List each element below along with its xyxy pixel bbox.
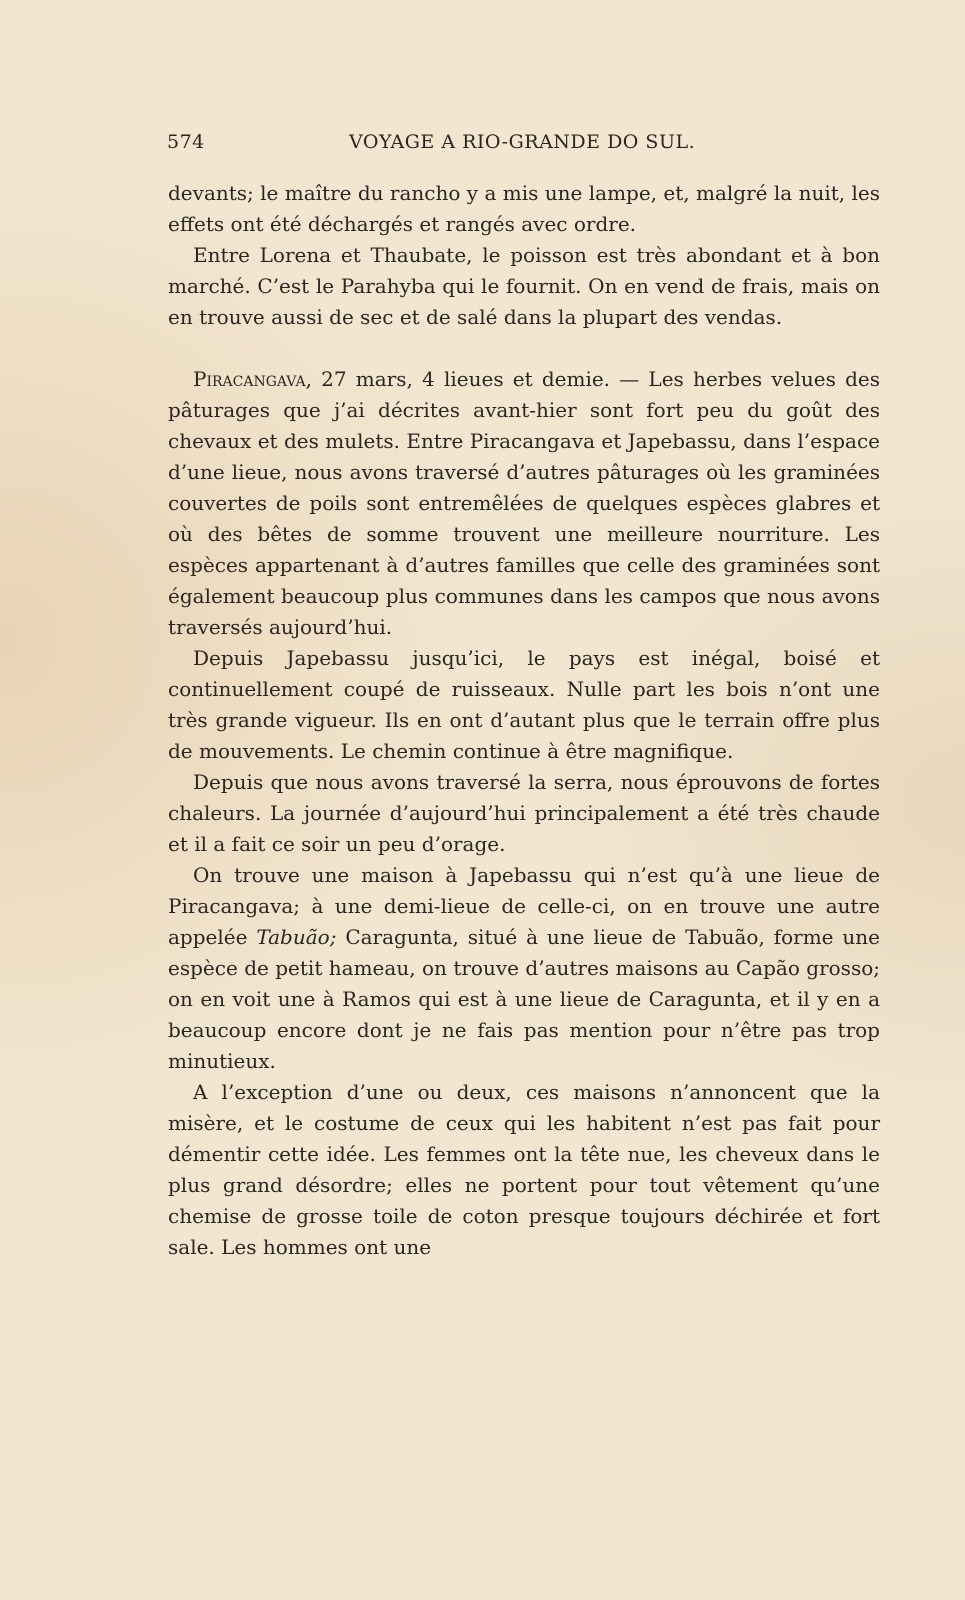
paragraph-entry <box>168 364 880 643</box>
paragraph <box>168 860 880 1077</box>
paragraph: Entre Lorena et Thaubate, le poisson est très abondant et à bon marché. C’est le Parahyba qui le fournit. On en vend de frais, mais on en trouve aussi de sec et de salé dans la plupart des vendas. <box>168 243 880 329</box>
entry-place-heading: Piracangava, <box>193 367 312 391</box>
paragraph-text: On trouve une maison à Japebassu qui n’est qu’à une lieue de Piracangava; à une demi-lieue de celle-ci, on en trouve une autre appelée <box>168 863 880 949</box>
running-title: VOYAGE A RIO-GRANDE DO SUL. <box>349 131 696 153</box>
paragraph: Depuis que nous avons traversé la serra, nous éprouvons de fortes chaleurs. La journée d’aujourd’hui principalement a été très chaude et il a fait ce soir un peu d’orage. <box>168 770 880 856</box>
entry-text: 27 mars, 4 lieues et demie. — Les herbes velues des pâturages que j’ai décrites avant-hier sont fort peu du goût des chevaux et des mulets. Entre Piracangava et Japebassu, dans l’espace d’une lieue, nous avons traversé d’autres pâturages où les graminées couvertes de poils sont entremêlées de quelques espèces glabres et où des bêtes de somme trouvent une meilleure nourriture. Les espèces appartenant à d’autres familles que celle des graminées sont également beaucoup plus communes dans les campos que nous avons traversés aujourd’hui. <box>168 367 880 639</box>
paragraph-text: Caragunta, situé à une lieue de Tabuão, forme une espèce de petit hameau, on trouve d’autres maisons au Capão grosso; on en voit une à Ramos qui est à une lieue de Caragunta, et il y en a beaucoup encore dont je ne fais pas mention pour n’être pas trop minutieux. <box>168 925 880 1073</box>
body-text <box>168 178 880 1263</box>
paragraph: A l’exception d’une ou deux, ces maisons n’annoncent que la misère, et le costume de ceux qui les habitent n’est pas fait pour démentir cette idée. Les femmes ont la tête nue, les cheveux dans le plus grand désordre; elles ne portent pour tout vêtement qu’une chemise de grosse toile de coton presque toujours déchirée et fort sale. Les hommes ont une <box>168 1080 880 1259</box>
paragraph-continued: devants; le maître du rancho y a mis une lampe, et, malgré la nuit, les effets ont été déchargés et rangés avec ordre. <box>168 181 880 236</box>
page-number: 574 <box>167 131 205 153</box>
italic-place-name: Tabuão; <box>256 925 337 949</box>
paragraph: Depuis Japebassu jusqu’ici, le pays est inégal, boisé et continuellement coupé de ruisseaux. Nulle part les bois n’ont une très grande vigueur. Ils en ont d’autant plus que le terrain offre plus de mouvements. Le chemin continue à être magnifique. <box>168 646 880 763</box>
